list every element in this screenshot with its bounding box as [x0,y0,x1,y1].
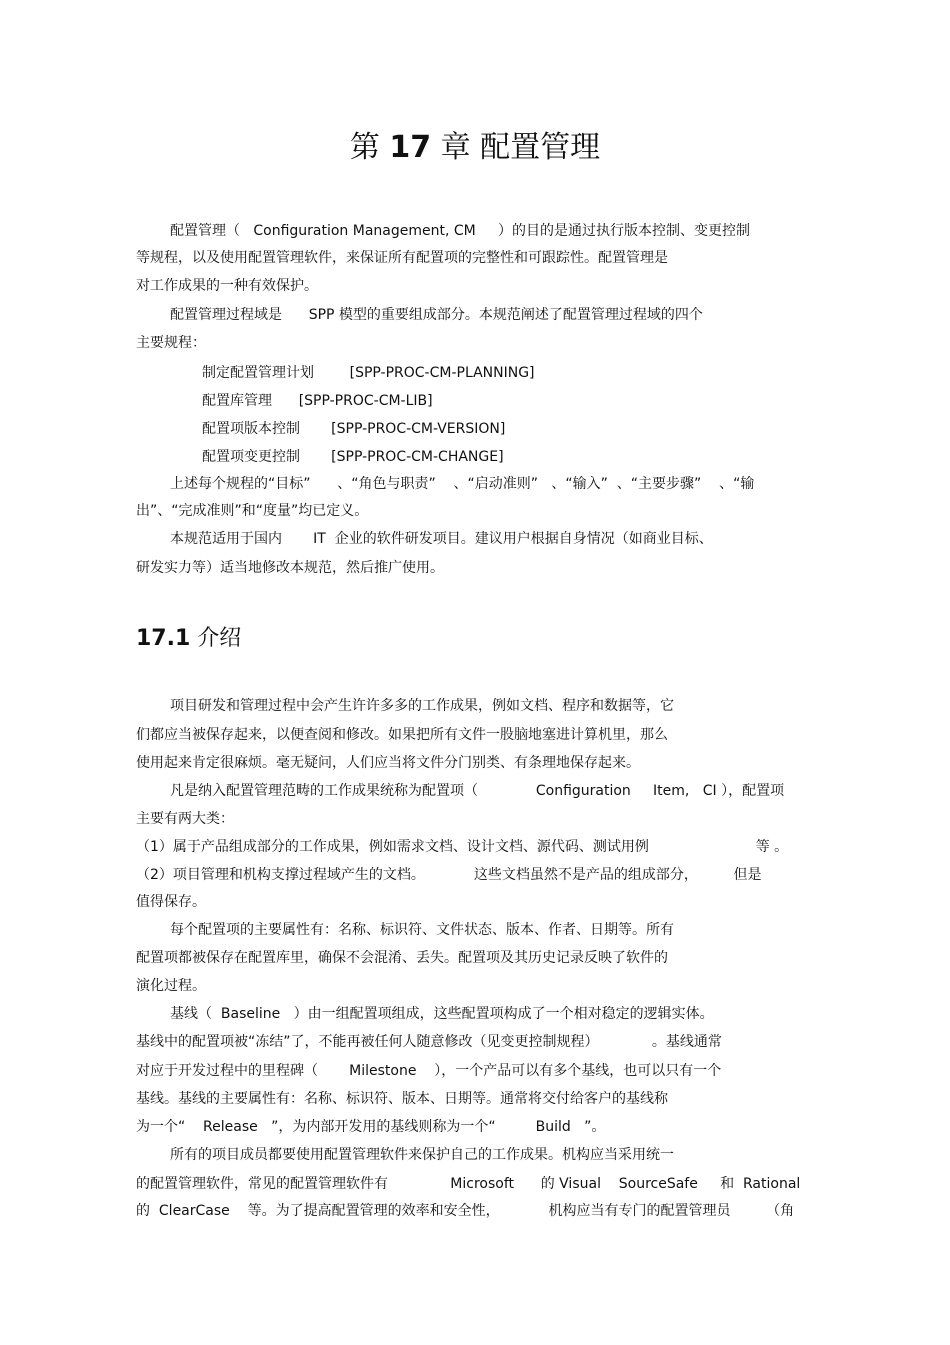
paragraph-line: 项目研发和管理过程中会产生许许多多的工作成果，例如文档、程序和数据等，它 [170,698,674,714]
paragraph-line: 等规程，以及使用配置管理软件，来保证所有配置项的完整性和可跟踪性。配置管理是 [136,250,668,266]
paragraph-line: 凡是纳入配置管理范畴的工作成果统称为配置项（ Configuration Item, CI ），配置项 [170,783,785,799]
chapter-suffix: 章 配置管理 [431,130,601,165]
paragraph-line: 主要有两大类： [136,811,234,827]
paragraph-line: 的配置管理软件，常见的配置管理软件有 Microsoft 的 Visual SourceSafe 和 Rational [136,1176,801,1192]
section-number: 17.1 [136,626,191,651]
paragraph-line: 本规范适用于国内 IT 企业的软件研发项目。建议用户根据自身情况（如商业目标、 [170,531,713,547]
paragraph-line: 配置管理（ Configuration Management, CM ）的目的是通过执行版本控制、变更控制 [170,223,750,239]
paragraph-line: 的 ClearCase 等。为了提高配置管理的效率和安全性， 机构应当有专门的配置管理员 （角 [136,1203,795,1219]
procedure-item: 配置项版本控制 [SPP-PROC-CM-VERSION] [202,421,506,437]
section-title-text: 介绍 [190,626,242,651]
paragraph-line: 研发实力等）适当地修改本规范，然后推广使用。 [136,560,444,576]
chapter-number: 17 [389,130,432,165]
paragraph-line: 们都应当被保存起来，以便查阅和修改。如果把所有文件一股脑地塞进计算机里，那么 [136,727,668,743]
chapter-title [0,128,950,168]
paragraph-line: 使用起来肯定很麻烦。毫无疑问，人们应当将文件分门别类、有条理地保存起来。 [136,755,640,771]
paragraph-line: 值得保存。 [136,894,206,910]
paragraph-line: 主要规程： [136,335,206,351]
chapter-prefix: 第 [349,130,390,165]
paragraph-line: 出”、“完成准则”和“度量”均已定义。 [136,503,369,519]
procedure-item: 配置库管理 [SPP-PROC-CM-LIB] [202,393,433,409]
procedure-item: 制定配置管理计划 [SPP-PROC-CM-PLANNING] [202,365,535,381]
paragraph-line: 基线中的配置项被“冻结”了，不能再被任何人随意修改（见变更控制规程） 。基线通常 [136,1034,722,1050]
paragraph-line: 基线（ Baseline ）由一组配置项组成，这些配置项构成了一个相对稳定的逻辑实体。 [170,1006,714,1022]
paragraph-line: 每个配置项的主要属性有：名称、标识符、文件状态、版本、作者、日期等。所有 [170,922,674,938]
paragraph-line: 上述每个规程的“目标” 、“角色与职责” 、“启动准则” 、“输入” 、“主要步骤” 、“输 [170,476,755,492]
paragraph-line: 基线。基线的主要属性有：名称、标识符、版本、日期等。通常将交付给客户的基线称 [136,1091,668,1107]
paragraph-line: 配置管理过程域是 SPP 模型的重要组成部分。本规范阐述了配置管理过程域的四个 [170,307,703,323]
section-heading [136,624,241,654]
paragraph-line: （2）项目管理和机构支撑过程域产生的文档。 这些文档虽然不是产品的组成部分， 但是 [136,867,762,883]
paragraph-line: 对工作成果的一种有效保护。 [136,278,318,294]
paragraph-line: 对应于开发过程中的里程碑（ Milestone ），一个产品可以有多个基线，也可以只有一个 [136,1063,722,1079]
paragraph-line: （1）属于产品组成部分的工作成果，例如需求文档、设计文档、源代码、测试用例 等 。 [136,839,789,855]
paragraph-line: 为一个“ Release ”，为内部开发用的基线则称为一个“ Build ”。 [136,1119,606,1135]
paragraph-line: 所有的项目成员都要使用配置管理软件来保护自己的工作成果。机构应当采用统一 [170,1147,674,1163]
paragraph-line: 配置项都被保存在配置库里，确保不会混淆、丢失。配置项及其历史记录反映了软件的 [136,950,668,966]
procedure-item: 配置项变更控制 [SPP-PROC-CM-CHANGE] [202,449,504,465]
paragraph-line: 演化过程。 [136,978,206,994]
